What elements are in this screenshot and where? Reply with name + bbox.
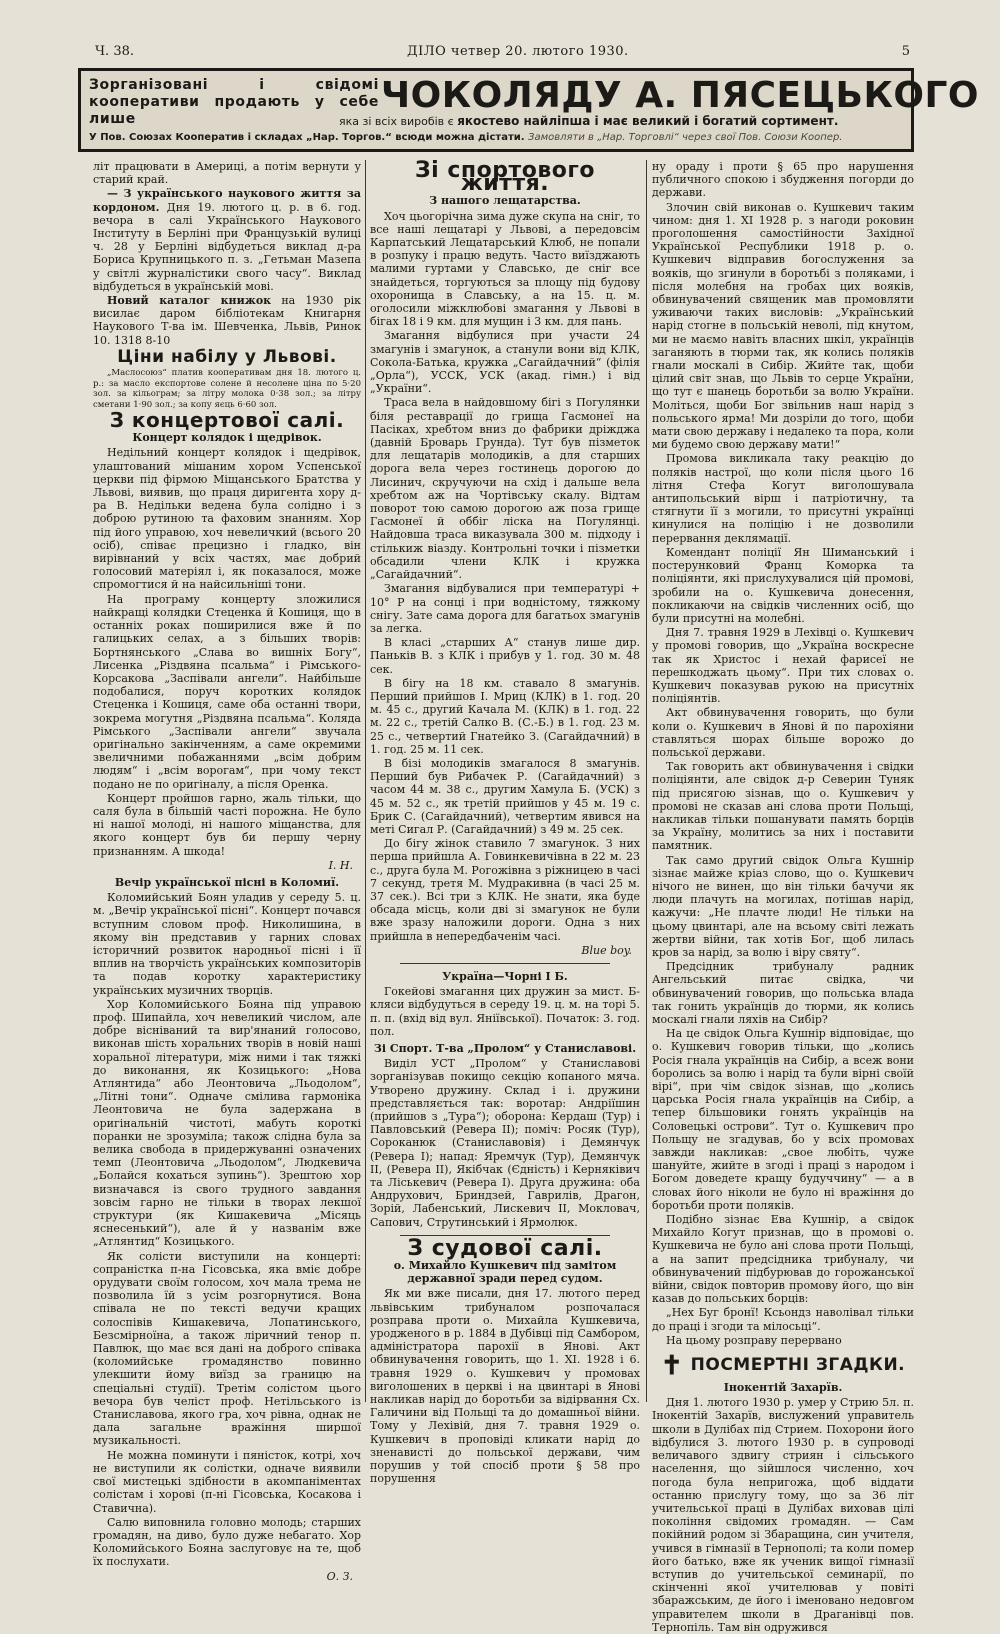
news-item-title: — З українського наукового життя за кордоном. <box>93 187 361 214</box>
paragraph: В бізі молодиків змагалося 8 змагунів. Перший був Рибачек Р. (Сагайдачний) з часом 44 м. 38 с., другим Хамула Б. (УСК) з 45 м. 52 с., як третій прийшов у 45 м. 19 с. Брик С. (Сагайдачний), четвертим явився на меті Сигал Р. (Сагайдачний) з 49 м. 25 сек. <box>370 756 640 836</box>
paragraph: В бігу на 18 км. ставало 8 змагунів. Перший прийшов І. Мриц (КЛК) в 1. год. 20 м. 45 с., другий Качала М. (КЛК) в 1. год. 22 м. 22 с., третій Салко В. (С.-Б.) в 1. год. 23 м. 25 с., четвертий Гнатейко З. (Сагайдачний) в 1. год. 25 м. 11 сек. <box>370 676 640 756</box>
ad-tagline-b: якостево найліпша і має великий і богатий сортимент. <box>457 114 839 128</box>
paragraph: Хор Коломийського Бояна під управою проф. Шипайла, хоч невеликий числом, але добре вісніваний та вир'янаний голосово, виконав шість хоральних творів в новій наші хоральної літератури, між ними і так тяжкі до виконання, як Козицького: „Нова Атлянтида“ або Леонтовича „Льодолом“, „Літні тони“. Одначе смілива гармоніка Леонтовича не була задержана в оригінальній чистоті, мабуть короткі поранки не зрозуміла; також слідна була за велика свобода в придержуванні означених темп (Леонтовича „Льодолом“, Людкевича „Болайся кохаться зупинь“). Зрештою хор визначався із свого трудного завдання зовсім гарно не тільки в творах лекшої структури (як Кишакевича „Місяць яснесенький“), але й у названім вже „Атлянтид“ Козицького. <box>93 997 361 1249</box>
paragraph: Не можна поминути і пяністок, котрі, хоч не виступили як солістки, одначе виявили свої мистецькі здібности в акомпаніментах солістам і хорові (п-ні Гісовська, Косакова і Ставична). <box>93 1448 361 1515</box>
paragraph: Так говорить акт обвинувачення і свідки поліціянти, але свідок д-р Северин Туняк під присягою зізнав, що о. Кушкевич у промові не сказав ані слова проти Польщі, накликав тільки пошанувати память борців за Україну, молитись за них і поставити памятник. <box>652 760 914 853</box>
kolomyia-heading: Вечір української пісні в Коломиї. <box>114 875 340 889</box>
paragraph: Виділ УСТ „Пролом“ у Станиславові зорганізував покищо секцію копаного мяча. Утворено дружину. Склад і і. дружини представляється так: воротар: Андріїшин (прийшов з „Тура“); оборона: Кердаш (Тур) і Павловський (Ревера ІІ); поміч: Росяк (Тур), Сороканюк (Станиславовія) і Демянчук (Ревера І); напад: Яремчук (Тур), Демянчук ІІ, (Ревера ІІ), Якібчак (Єдність) і Керняківич та Ліськевич (Ревера І). Друга дружина: оба Андрухович, Бриндзей, Гаврилів, Драгон, Зорій, Лабенський, Лискевич ІІ, Мокловач, Сапович, Струтинський і Ярмолюк. <box>370 1057 640 1229</box>
paragraph: Хоч цьогорічна зима дуже скупа на сніг, то все наші лещатарі у Львові, а передовсім Карпатський Лещатарський Клюб, не попали в розпуку і працю ведуть. Часто виїзджають малими гуртами у Славсько, де сніг все знайдеться, торгуються за площу під будову охоронища в Славську, а на 15. ц. м. оголосили міжклюбові змагання у Львові в бігах 18 і 9 км. для мущин і 3 км. для пань. <box>370 209 640 329</box>
prices-heading: Ціни набілу у Львові. <box>117 346 337 367</box>
paragraph: літ працювати в Америці, а потім вернути у старий край. <box>93 160 361 187</box>
sport-subheading: З нашого лещатарства. <box>429 194 581 208</box>
paragraph: На цьому розправу перервано <box>666 1333 842 1347</box>
ad-brand: ЧОКОЛЯДУ А. ПЯСЕЦЬКОГО <box>381 75 980 116</box>
page-number: 5 <box>901 44 910 59</box>
paragraph: Акт обвинувачення говорить, що були коли о. Кушкевич в Янові й по парохіяни ставляться шорах більше ворожо до польської держави. <box>652 706 914 759</box>
paragraph: Так само другий свідок Ольга Кушнір зізнає майже кріаз слово, що о. Кушкевич нічого не винен, що він тільки бачучи як люди плачуть на могилах, потішав нарід, кажучи: „Не плачте люди! Не тільки на цьому цвинтарі, але на всьому світі лежать жертви війни, так хотів Бог, щоб лилась кров за нарід, за волю і віру святу“. <box>652 853 914 959</box>
paragraph: Коломийський Боян уладив у середу 5. ц. м. „Вечір української пісні“. Концерт почався вступним словом проф. Николишина, в якому він представив у гарних словах історичний розвиток народньої пісні і її вплив на творчість українських композиторів та подав коротку характеристику українських музичних творців. <box>93 891 361 997</box>
paragraph: Як ми вже писали, дня 17. лютого перед львівським трибуналом розпочалася розправа проти о. Михайла Кушкевича, уродженого в р. 1884 в Дубівці під Самбором, адміністратора парохії в Янові. Акт обвинувачення говорить, що 1. ХІ. 1928 і 6. травня 1929 о. Кушкевич у промовах виголошених в церкві і на цвинтарі в Янові накликав нарід до боротьби за відірвання Сх. Галичини від Польщі та до домашньої війни. Тому у Лехівій, дня 7. травня 1929 о. Кушкевич в проповіді кликати нарід до зненависті до польської держави, чим порушив у той спосіб проти § 58 про порушення <box>370 1287 640 1486</box>
column-1 <box>93 160 362 1583</box>
news-item-text: Дня 19. лютого ц. р. в 6. год. вечора в салі Українського Наукового Інституту в Берліні при Французькій вулиці ч. 28 у Берліні відбудеться виклад д-ра Бориса Крупницького п. з. „Гетьман Мазепа у світлі журналістики свого часу“. Виклад відбудеться в українській мові. <box>93 200 362 293</box>
hockey-heading: Україна—Чорні І Б. <box>442 969 568 983</box>
column-rule <box>646 160 647 1402</box>
paragraph: Злочин свій виконав о. Кушкевич таким чином: дня 1. ХІ 1928 р. з нагоди роковин проголошення самостійности Західної Української Республики 1918 р. о. Кушкевич відправив богослуження за вояків, що згинули в боротьбі з поляками, і після молебня на гробах цих вояків, обвинувачений священик мав промовляти уживаючи таких висловів: „Український нарід стогне в польській неволі, під кнутом, ми не маємо навіть власних шкіл, українців заганяють в тюрми так, як колись поляків гнали москалі в Сибір. Жийте так, щоби цілий світ знав, що Львів то серце України, що тут є шанець боротьби за волю України. Моліться, щоби Бог звільнив наш нарід з польського ярма! Ми дозріли до того, щоби мати свою державу і недалеко та пора, коли ми будемо свою державу мати!“ <box>652 200 914 452</box>
paragraph: Дня 1. лютого 1930 р. умер у Стрию 5л. п. Інокентій Захарїв, вислужений управитель школи в Дулібах під Стрием. Похорони його відбулися 3. лютого 1930 р. в супроводі величавого здвигу стриян і сільського населення, що зійшлося численно, хоч погода була непригожа, щоб віддати останню прислугу тому, що за 36 літ учительської праці в Дулібах виховав цілі покоління свідомих громадян. — Сам покійний родом зі Збаращина, син учителя, учився в гімназії в Тернополі; та коли помер його батько, вже як ученик вищої гімназії вступив до учительської семинарії, по скінченні якої учителював у повіті збаражським, де його і іменовано недовгом управителем школи в Драганівці пов. Тернопіль. Там він одружився <box>652 1396 914 1634</box>
masthead-date: ДІЛО четвер 20. лютого 1930. <box>407 44 629 59</box>
ad-footer <box>89 131 909 145</box>
issue-number: Ч. 38. <box>95 44 134 59</box>
paragraph: На це свідок Ольга Кушнір відповідає, що о. Кушкевич говорив тільки, що „колись Росія гнала українців на Сибір, а всеж вони боролись за волю і нарід та були вірні своїй вірі“, при чім свідок зізнав, що „колись царська Росія гнала українців на Сибір, а тепер більшовики гонять українців на Соловецькі острови“. Тут о. Кушкевич про Польщу не згадував, бо у всіх промовах завжди накликав: „свое любіть, чуже шануйте, жийте в згоді і праці з народом і Богом доведете кращу будуччину“ — а в словах його ніколи не було ні вражіння до боротьби проти поляків. <box>652 1027 914 1212</box>
paragraph: Концерт пройшов гарно, жаль тільки, що саля була в більшій часті порожна. Не було ні нашої молоді, ні нашого міщанства, для якого концерт був би першу черну признанням. А шкода! <box>93 791 361 858</box>
court-heading: З судової салі. <box>407 1235 603 1261</box>
news-item-title: Новий каталог книжок <box>107 294 272 308</box>
news-item-text: на 1930 рік висилає даром бібліотекам Книгарня Наукового Т-ва ім. Шевченка, Львів, Ринок 10. 1318 8-10 <box>93 294 361 347</box>
divider <box>400 963 610 964</box>
ad-footer-note: Замовляти в „Нар. Торговлі“ через свої Пов. Союзи Коопер. <box>528 132 843 143</box>
ad-tagline-a: яка зі всіх виробів є <box>339 115 454 128</box>
concert-subheading: Концерт колядок і щедрівок. <box>132 431 322 445</box>
paragraph: До бігу жінок ставило 7 змагунок. З них перша прийшла А. Говинкевичівна в 22 м. 23 с., друга була М. Рогожівна з ріжницею в часі 7 секунд, третя М. Мудракивна (в часі 25 м. 37 сек.). Всі три з КЛК. Не знати, яка буде обсада місць, коли дві зі змагунок не були вже зразу наложили дороги. Одна з них прийшла в непередбаченім часі. <box>370 837 640 943</box>
ad-left-text: Зорганізовані і свідомі кооперативи продають у себе лише <box>89 77 379 127</box>
prolom-heading: Зі Спорт. Т-ва „Пролом“ у Станиславові. <box>373 1042 637 1055</box>
signature: О. З. <box>326 1569 353 1583</box>
paragraph: Комендант поліції Ян Шиманський і постерунковий Франц Коморка та поліціянти, які прислухувалися цій промові, зробили на о. Кушкевича донесення, покликаючи на свідків численних осіб, що були присутні на молебні. <box>652 545 914 625</box>
cross-icon: ✝ <box>660 1351 683 1382</box>
obituary-heading: ПОСМЕРТНІ ЗГАДКИ. <box>690 1355 906 1376</box>
obituary-header <box>652 1351 914 1382</box>
paragraph: „Нех Буг бронї! Ксьондз наволівал тільки до праці і згоди та мілосьці“. <box>652 1306 914 1333</box>
paragraph: Предсідник трибуналу радник Ангельський питає свідка, чи обвинувачений говорив, що польська влада так гонить українців до тюрми, як колись москалі гнали ляхів на Сибір? <box>652 960 914 1026</box>
news-item <box>93 294 361 347</box>
concert-heading: З концертової салі. <box>109 408 345 433</box>
column-3 <box>652 160 914 1634</box>
paragraph: Дня 7. травня 1929 в Лехівці о. Кушкевич у промові говорив, що „Україна воскресне так як Христос і нехай фарисеї не перешкоджать цьому“. При тих словах о. Кушкевич показував рукою на присутніх поліціянтів. <box>652 626 914 706</box>
paragraph: Промова викликала таку реакцію до поляків настрої, що коли після цього 16 літня Стефа Когут виголошувала антипольський вірш і патріотичну, та стягнути її з могили, то присутні українці кинулися на поліцію і не дозволили перервання деклямації. <box>652 452 914 545</box>
paragraph: Подібно зізнає Ева Кушнір, а свідок Михайло Когут признав, що в промові о. Кушкевича не було ані слова проти Польщі, а на запит предсідника трибуналу, чи обвинувачений підбурював до горожанської війни, свідок повторив промову його, що він казав до польських борців: <box>652 1213 914 1306</box>
prices-text: „Маслосоюз“ платив кооперативам дня 18. лютого ц. р.: за масло експортове солене й несолене ціна по 5·20 зол. за кільограм; за літру молока 0·38 зол.; за літру сметани 1·90 зол.; за копу яєць 6·60 зол. <box>93 368 361 410</box>
sport-heading: Зі спортового життя. <box>415 158 595 197</box>
paragraph: Гокейові змагання цих дружин за мист. Б-кляси відбудуться в середу 19. ц. м. на торі 5. п. п. (вхід від вул. Яніївської). Початок: 3. год. пол. <box>370 985 640 1038</box>
court-subheading: о. Михайло Кушкевич під замітом державної зради перед судом. <box>393 1259 617 1286</box>
paragraph: ну ораду і проти § 65 про нарушення публичного спокою і збудження погорди до держави. <box>652 160 914 200</box>
ad-tagline <box>339 115 909 128</box>
news-item <box>93 187 361 293</box>
obituary-subheading: Інокентій Захарїв. <box>723 1381 843 1395</box>
chocolate-advertisement <box>78 68 980 152</box>
ad-footer-main: У Пов. Союзах Кооператив і складах „Нар. Торгов.“ всюди можна дістати. <box>89 132 525 143</box>
paragraph: На програму концерту зложилися найкращі колядки Стеценка й Кошиця, що в останніх роках поширилися вже й по галицьких селах, а з більших творів: Бортнянського „Слава во вишніх Богу“, Лисенка „Різдвяна псальма“ і Рімського-Корсакова „Заспівали ангели“. Найбільше подобалися, поруч коротких колядок Стеценка і Кошиця, саме оба останні твори, зокрема могутня „Різдвяна псальма“. Коляда Рімського „Заспівали ангели“ звучала оригінально закінченням, а саме окремими звеличними побажаннями „всім добрим людям“ і „всім ворогам“, при чому текст подано не по оригіналу, а після Оренка. <box>93 592 361 791</box>
page-header <box>95 44 910 62</box>
paragraph: Як солісти виступили на концерті: сопраністка п-на Гісовська, яка вміє добре орудувати своїм голосом, хоч мала трема не позволила їй з усім розгорнутися. Вона співала не по тексті ведучи кращих солоспівів Кишакевича, Лопатинського, Безсмірноїна, а також ліричний тенор п. Павлюк, що має вся дані на доброго співака (коломийське громадянство повинно улекшити йому виїзд за границю на спеціальні студії). Третім солістом цього вечора був челіст проф. Нетільського із Станиславова, якого гра, хоч рівна, однак не дала загальне вражіння ширшої музикальності. <box>93 1249 361 1448</box>
column-2 <box>370 158 640 1486</box>
signature: І. Н. <box>328 858 353 872</box>
paragraph: Недільний концерт колядок і щедрівок, улаштований мішаним хором Успенської церкви під фірмою Міщанського Братства у Львові, виявив, що праця диригента хору д-ра В. Недільки ведена була солідно і з доброю рутиною та фаховим знанням. Хор під його управою, хоч невеличкий (всього 20 осіб), співає прецизно і гладко, він вирівнаний у всіх частях, має добрий голосовий матеріял і, як показалося, може спромогтися й на найсильніші тони. <box>93 446 361 592</box>
paragraph: Змагання відбувалися при температурі + 10° Р на сонці і при водністому, тяжкому снігу. Зате сама дорога для багатьох змагунів за легка. <box>370 582 640 635</box>
paragraph: Траса вела в найдовшому бігі з Погулянки біля реставрації до грища Гасмонеї на Пасіках, хребтом вниз до фабрики дріжджа (давній Броварь Грунда). Тут був пізметок для лещатарів молодиків, а для старших дорога вела через гостинець дорогою до Лисинич, скручуючи на схід і дальше вела хребтом аж на Чортівську скалу. Відтам поворот тою самою дорогою аж поза грище Гасмонеї й оббіг ліска на Погулянці. Найдовша траса виказувала 300 м. підходу і стількиж віазду. Контрольні точки і пізметки обсадили члени КЛК і кружка „Сагайдачний“. <box>370 396 640 582</box>
paragraph: В класі „старших А“ станув лише дир. Паньків В. з КЛК і прибув у 1. год. 30 м. 48 сек. <box>370 636 640 676</box>
column-rule <box>365 160 366 1402</box>
paragraph: Салю виповнила головно молодь; старших громадян, на диво, було дуже небагато. Хор Коломийського Бояна заслуговує на те, щоб їх послухати. <box>93 1515 361 1569</box>
signature: Blue boy. <box>581 943 632 957</box>
paragraph: Змагання відбулися при участи 24 змагунів і змагунок, а станули вони від КЛК, Сокола-Батька, кружка „Сагайдачний“ (філія „Орла“), УССК, УСК (акад. гімн.) і від „України“. <box>370 329 640 396</box>
